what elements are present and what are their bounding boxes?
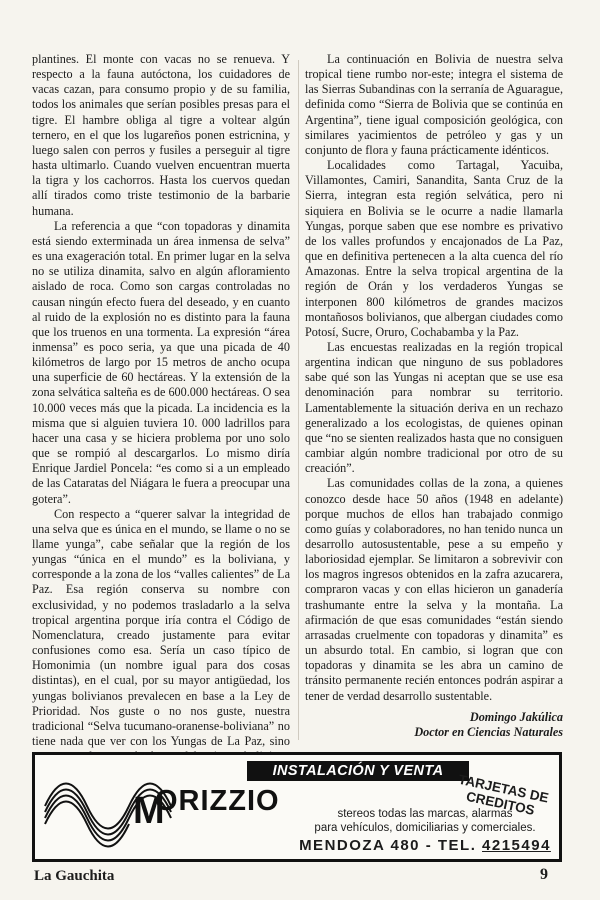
article-paragraph: Con respecto a “querer salvar la integridad de una selva que es única en el mundo, se llame o no se llame yunga”, cabe señalar que la región de los yungas “única en el mundo” es la boliviana, y corresponde a la zona de los “valles calientes” de La Paz. Esa región conserva su nombre con exclusividad, y no podemos trasladarlo a la selva tropical argentina porque iría contra el Código de Nomenclatura, creado justamente para evitar confusiones como esa. Sería un caso típico de Homonimia (un nombre igual para dos cosas distintas), en el cual, por su mayor antigüedad, los yungas bolivianos prevalecen en base a la Ley de Prioridad. Nos guste o no nos guste, nuestra tradicional “Selva tucumano-oranense-boliviana” no tiene nada que ver con los Yungas de La Paz, sino bbox=[32, 506, 290, 749]
ad-description-line: stereos todas las marcas, alarmas bbox=[337, 808, 513, 820]
article-paragraph: La continuación en Bolivia de nuestra selva tropical tiene rumbo nor-este; integra el sistema de las Sierras Subandinas con la serranía de Aguarague, definida como “Sierra de Bolivia que se continúa en Argentina”, tiene igual composición geológica, con similares yacimientos de petróleo y gas y un conjunto de flora y fauna prácticamente idénticos. bbox=[305, 52, 563, 157]
publication-name: La Gauchita bbox=[34, 868, 115, 884]
svg-text:M: M bbox=[133, 790, 165, 832]
article-paragraph: Las comunidades collas de la zona, a quienes conozco desde hace 50 años (1948 en adelante) porque muchos de ellos han trabajado conmigo como guías y colaboradores, no han tenido nunca un desarrollo autosustentable, pese a su empeño y laboriosidad ejemplar. Se limitaron a sobrevivir con los magros ingresos obtenidos en la zafra azucarera, compraron vacas y con ellas hicieron un ganadería trashumante entre la selva y la montaña. La afirmación de que esas comunidades “están siendo arrasadas cruelmente con topadoras y dinamita” es un absurdo total. En cambio, si logran que con topadoras y dinamita se les abra un camino de tránsito permanente recién entonces podrán aspirar a tener de verdad desarrollo sustentable. bbox=[305, 476, 563, 703]
ad-credit-cards: TARJETAS DE CREDITOS bbox=[457, 771, 550, 818]
ad-description bbox=[290, 807, 560, 835]
ad-brand-name: ORIZZIO bbox=[155, 785, 280, 817]
article-paragraph: plantines. El monte con vacas no se renueva. Y respecto a la fauna autóctona, los cuidadores de vacas cazan, para consumo propio y de su familia, todos los animales que serían posibles presas para el tigre. El hambre obliga al tigre a voltear algún ternero, en el que los lugareños ponen estricnina, y luego salen con perros y fusiles a perseguir al tigre hasta ultimarlo. Cuando vuelven encuentran muerta la tigra y los cachorros. Hasta los cuervos quedan allí tirados como triste testimonio de la barbarie humana. bbox=[32, 52, 290, 218]
article-right-column bbox=[305, 52, 563, 752]
ad-description-line: para vehículos, domiciliarias y comerciales. bbox=[314, 822, 536, 834]
advertisement bbox=[32, 752, 562, 862]
article-paragraph: Localidades como Tartagal, Yacuiba, Villamontes, Camiri, Sanandita, Santa Cruz de la Sierra, integran esta región selvática, pero ni siquiera en Bolivia se le ocurre a nadie llamarla Yungas, porque saben que ese nombre es privativo de los valles profundos y encajonados de La Paz, que en definitiva pertenecen a la alta cuenca del río Amazonas. Entre la selva tropical argentina de la región de Orán y los verdaderos Yungas se interponen 800 kilómetros de grandes macizos montañosos bolivianos, que albergan ciudades como Potosí, Sucre, Oruro, Cochabamba y la Paz. bbox=[305, 158, 563, 339]
column-divider bbox=[298, 60, 299, 740]
ad-phone: 4215494 bbox=[482, 837, 551, 854]
ad-address-text: MENDOZA 480 - TEL. bbox=[299, 837, 477, 854]
article-left-column bbox=[32, 52, 290, 752]
page-number: 9 bbox=[540, 866, 548, 883]
ad-address bbox=[287, 837, 563, 854]
author-title: Doctor en Ciencias Naturales bbox=[414, 724, 563, 739]
ad-banner: INSTALACIÓN Y VENTA bbox=[247, 761, 469, 781]
author-name: Domingo Jakúlica bbox=[469, 709, 563, 724]
article-paragraph: Las encuestas realizadas en la región tropical argentina indican que ninguno de sus pobladores sabe qué son las Yungas ni aceptan que se use esa denominación para nombrar su territorio. Lamentablemente la situación deriva en un rechazo generalizado a los ecologistas, de quienes opinan que “no se sienten realizados hasta que no consiguen cambiar algún nombre tradicional por otro de su creación”. bbox=[305, 339, 563, 476]
article-paragraph: La referencia a que “con topadoras y dinamita está siendo exterminada un área inmensa de selva” es una exageración total. En primer lugar en la selva no se utiliza dinamita, salvo en algún afloramiento aislado de roca. Como son cargas controladas no causan ningún efecto fuera del deseado, y en cuanto al ruido de la explosión no es distinto para la fauna que los truenos en una tormenta. La expresión “área inmensa” es poco seria, ya que una picada de 40 kilómetros de largo por 15 metros de ancho ocupa una superficie de 60 hectáreas. Y la extensión de la zona selvática salteña es de 600.000 hectáreas. O sea 10.000 veces más que la picada. La incidencia es la misma que si alguien tuviera 10. 000 ladrillos para hacer una casa y se hiciera problema por uno solo que se rompió al descargarlos. Lo mismo diría Enrique Jardiel Poncela: “es como si a un empleado de las Cataratas del Niágara le fuera a preocupar una gotera”. bbox=[32, 218, 290, 506]
